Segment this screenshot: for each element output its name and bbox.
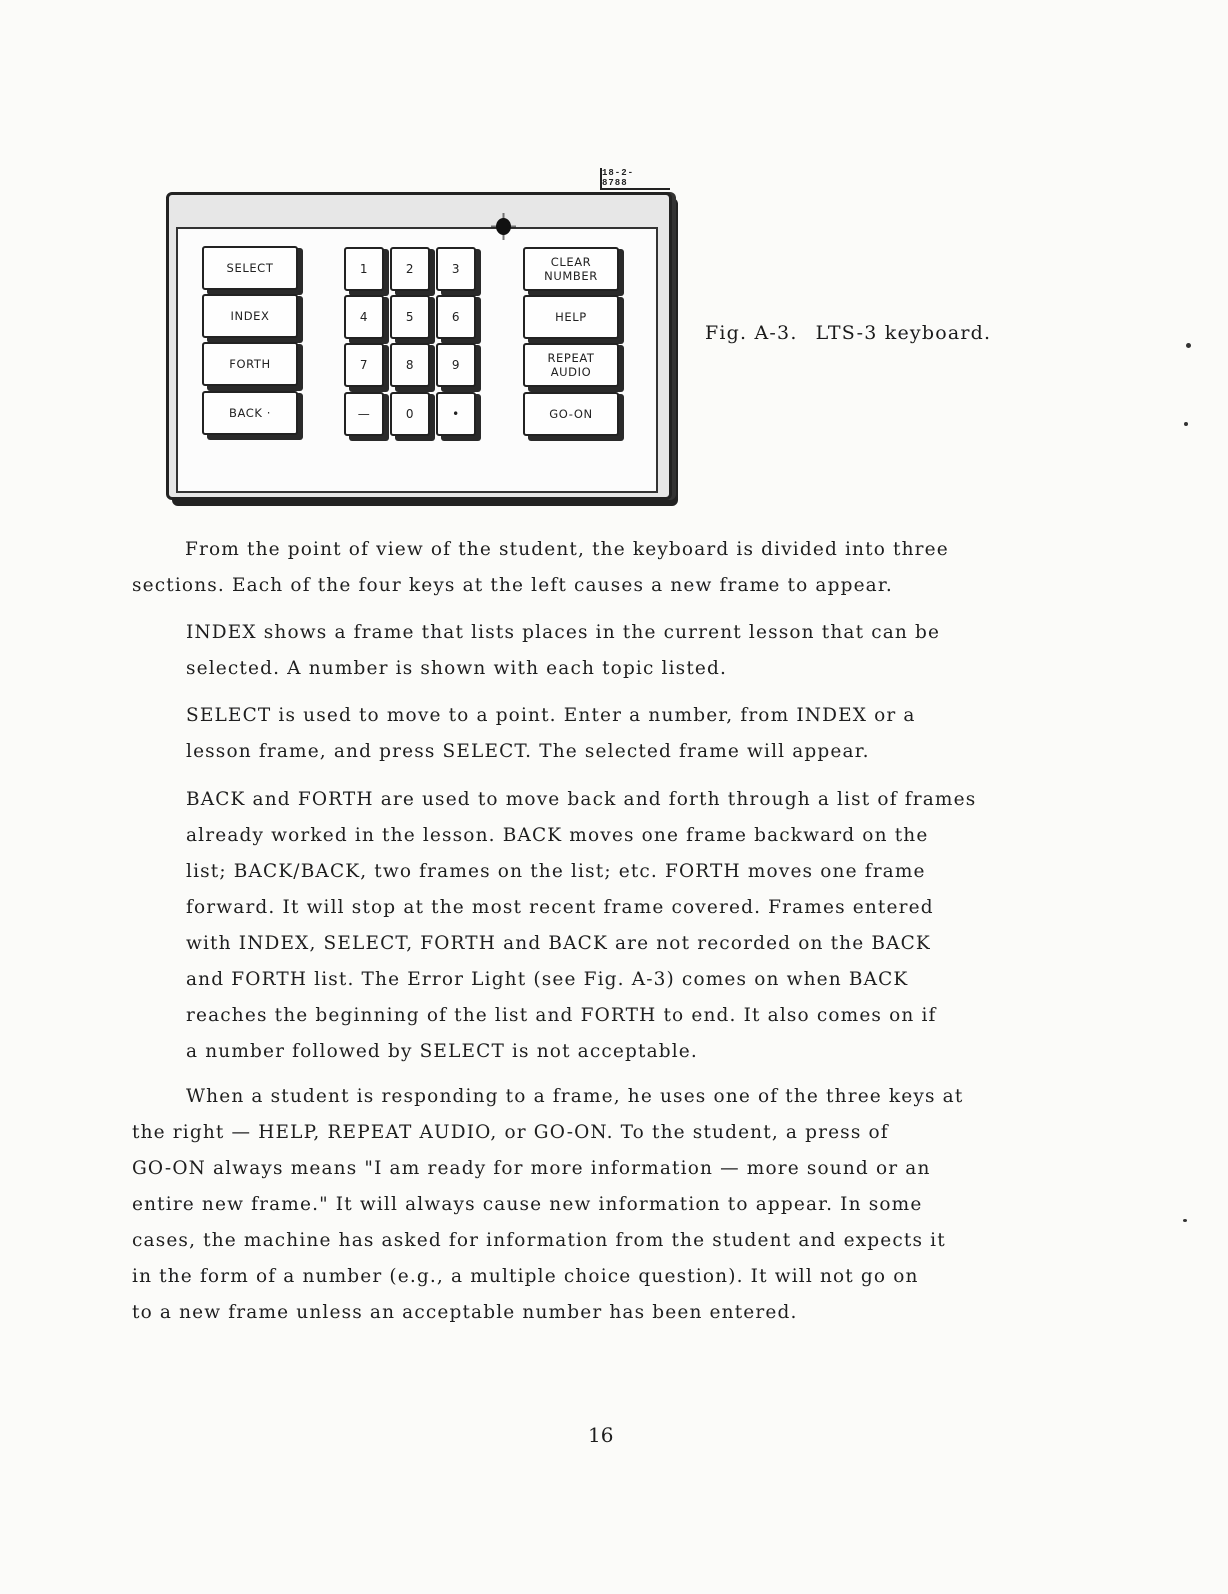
paragraph-index [186, 615, 940, 687]
caption-label: Fig. A-3. [705, 322, 798, 344]
text-line: with INDEX, SELECT, FORTH and BACK are not recorded on the BACK [186, 933, 931, 954]
back-key: BACK · [202, 391, 298, 435]
paragraph-responding [132, 1079, 963, 1331]
select-key: SELECT [202, 246, 298, 290]
text-line: forward. It will stop at the most recent frame covered. Frames entered [186, 897, 934, 918]
text-line: in the form of a number (e.g., a multiple choice question). It will not go on [132, 1266, 919, 1287]
number-key-1: 1 [344, 247, 384, 291]
number-key-5: 5 [390, 295, 430, 339]
text-line: sections. Each of the four keys at the left causes a new frame to appear. [132, 575, 893, 596]
text-line: a number followed by SELECT is not acceptable. [186, 1041, 698, 1062]
paragraph-back-forth [186, 782, 976, 1070]
number-key-7: 7 [344, 343, 384, 387]
text-line: the right — HELP, REPEAT AUDIO, or GO-ON. To the student, a press of [132, 1122, 889, 1143]
text-line: selected. A number is shown with each topic listed. [186, 658, 728, 679]
figure-caption [705, 322, 991, 344]
decimal-point-key: • [436, 392, 476, 436]
text-line: When a student is responding to a frame, he uses one of the three keys at [186, 1086, 964, 1107]
number-key-6: 6 [436, 295, 476, 339]
number-key-4: 4 [344, 295, 384, 339]
figure-id-tick [656, 188, 670, 190]
number-key-3: 3 [436, 247, 476, 291]
paragraph-select [186, 698, 916, 770]
scan-speck [1186, 343, 1191, 348]
scan-speck [1184, 422, 1188, 426]
text-line: GO-ON always means "I am ready for more information — more sound or an [132, 1158, 931, 1179]
paragraph-intro [132, 532, 949, 604]
figure-id-label: 18-2-8788 [600, 168, 658, 190]
text-line: already worked in the lesson. BACK moves one frame backward on the [186, 825, 929, 846]
text-line: lesson frame, and press SELECT. The selected frame will appear. [186, 741, 870, 762]
text-line: list; BACK/BACK, two frames on the list; etc. FORTH moves one frame [186, 861, 926, 882]
help-key: HELP [523, 295, 619, 339]
text-line: entire new frame." It will always cause new information to appear. In some [132, 1194, 923, 1215]
scan-speck [1183, 1219, 1187, 1222]
text-line: BACK and FORTH are used to move back and forth through a list of frames [186, 789, 977, 810]
text-line: INDEX shows a frame that lists places in the current lesson that can be [186, 622, 941, 643]
index-key: INDEX [202, 294, 298, 338]
error-light-icon [496, 218, 511, 235]
forth-key: FORTH [202, 342, 298, 386]
number-key-8: 8 [390, 343, 430, 387]
caption-text: LTS-3 keyboard. [815, 322, 992, 344]
number-key-0: 0 [390, 392, 430, 436]
number-key-2: 2 [390, 247, 430, 291]
minus-key: — [344, 392, 384, 436]
number-key-9: 9 [436, 343, 476, 387]
text-line: SELECT is used to move to a point. Enter a number, from INDEX or a [186, 705, 916, 726]
text-line: and FORTH list. The Error Light (see Fig. A-3) comes on when BACK [186, 969, 909, 990]
text-line: From the point of view of the student, the keyboard is divided into three [185, 539, 949, 560]
text-line: to a new frame unless an acceptable number has been entered. [132, 1302, 798, 1323]
text-line: reaches the beginning of the list and FORTH to end. It also comes on if [186, 1005, 937, 1026]
page-number: 16 [588, 1423, 614, 1447]
clear-number-key: CLEAR NUMBER [523, 247, 619, 291]
repeat-audio-key: REPEAT AUDIO [523, 343, 619, 387]
go-on-key: GO-ON [523, 392, 619, 436]
text-line: cases, the machine has asked for information from the student and expects it [132, 1230, 946, 1251]
